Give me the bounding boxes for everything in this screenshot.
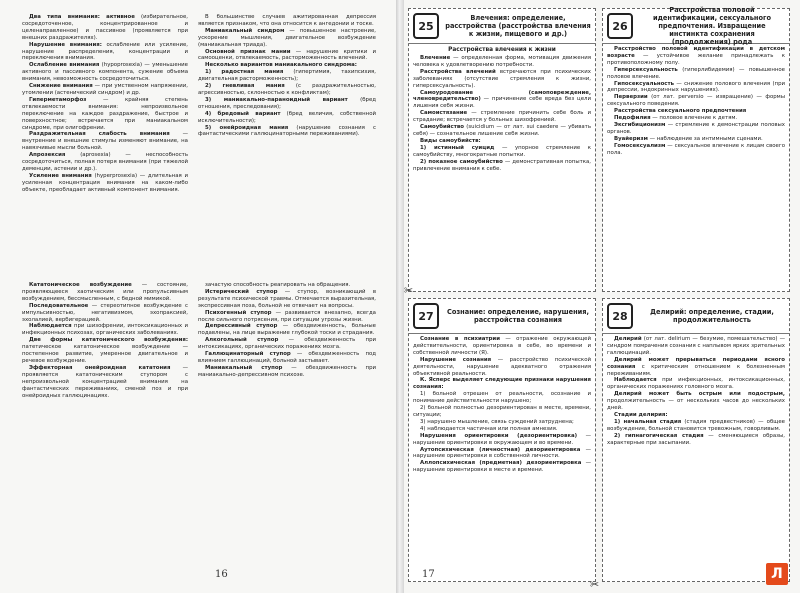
paragraph (22, 14, 188, 42)
paragraph (22, 152, 188, 173)
term: Расстройства сексуального предпочтения (614, 108, 747, 115)
paragraph (22, 365, 188, 400)
term: Депрессивный ступор (205, 323, 278, 330)
paragraph (198, 83, 376, 97)
card-paragraphs (607, 46, 785, 157)
definition: — ступор, возникающий в результате психической травмы. Отмечается выразительная, экспрессивная поза, больной не отвечает на вопросы. (198, 288, 376, 309)
paragraph (607, 357, 785, 378)
term: Гиперметаморфоз (29, 96, 87, 103)
definition: (гиперлибидемия) — повышенное половое влечение. (607, 66, 785, 80)
term: Кататоническое возбуждение (29, 282, 132, 288)
term: 1) начальная стадия (614, 418, 682, 425)
paragraph (413, 433, 591, 447)
definition: — крайняя степень отвлекаемости внимания: непроизвольное переключение на каждое раздражение, быстрое и поверхностное; встречается при маниакальном синдроме, при олигофрении. (22, 96, 188, 131)
paragraph (198, 14, 376, 28)
right-page (404, 0, 800, 593)
definition: — обездвиженность под влиянием галлюцинаций, больной застывает. (198, 351, 376, 364)
paragraph (413, 460, 591, 474)
definition: — наблюдение за интимными сценами. (647, 135, 763, 142)
term: Маниакальный синдром (205, 27, 285, 34)
definition: — стремление к демонстрации половых органов. (607, 121, 785, 135)
paragraph (607, 377, 785, 391)
definition: — нарушение ориентировки в окружающем и во времени. (413, 432, 591, 446)
definition: — состояние, проявляющееся хаотическим или пропульсивным возбуждением, бессмысленным, с бедной мимикой. (22, 282, 188, 302)
definition: зачастую способность реагировать на обращения. (205, 282, 351, 288)
term: Стадии делирия: (614, 411, 668, 418)
card-title: Делирий: определение, стадии, продолжительность (650, 308, 774, 324)
paragraph (22, 337, 188, 365)
card-paragraphs (607, 336, 785, 447)
card-body (603, 44, 789, 159)
term: Аллопсихическая (предметная) дезориентировка (420, 460, 582, 467)
definition: при инфекционных, интоксикационных, органических поражениях головного мозга. (607, 377, 785, 391)
left-column-2 (198, 0, 376, 593)
page-number-right: 17 (422, 569, 435, 580)
paragraph (607, 391, 785, 412)
definition: — нарушение ориентировки в собственной личности. (413, 446, 591, 460)
publisher-logo-icon: Л (766, 563, 788, 585)
definition: (suicidium — от лат. sui caedere — убивать себя) — сознательное лишение себя жизни. (413, 124, 591, 137)
term: Несколько вариантов маниакального синдрома: (205, 62, 357, 69)
definition: — внутренние и внешние стимулы изменяют внимание, на навязчивые мысли больной. (22, 131, 188, 152)
term: Делирий может прерываться периодами ясного сознания (607, 356, 785, 370)
card-27 (408, 298, 596, 582)
paragraph (198, 351, 376, 365)
paragraph (22, 131, 188, 152)
term: Ослабление внимания (29, 62, 100, 69)
left-column-1 (22, 0, 188, 593)
definition: встречаются при психических заболеваниях (отсутствие стремления к жизни, гиперсексуальность). (413, 68, 591, 89)
paragraph (22, 282, 188, 303)
definition: — устойчивое желание принадлежать к противоположному полу. (607, 52, 785, 66)
attention-section (22, 14, 188, 194)
term: Гомосексуализм (614, 142, 666, 149)
card-26 (602, 8, 790, 292)
paragraph (413, 90, 591, 111)
paragraph (607, 412, 785, 419)
card-number: 27 (413, 303, 439, 329)
definition: — проявляется кататоническим ступором с непроизвольной концентрацией внимания на фантастических переживаниях, сменой поз и при онейроидных галлюцинациях. (22, 364, 188, 399)
definition: — упорное стремление к самоубийству, многократные попытки. (413, 144, 591, 158)
definition: — нарушение критики и самооценки, отвлекаемость, расторможенность влечений. (198, 48, 376, 62)
paragraph (198, 365, 376, 379)
term: Самоубийство (420, 124, 464, 131)
stupor-section (198, 282, 376, 379)
definition: (hypoprosexia) — уменьшение активного и пассивного компонента, сужение объема внимания, невозможность сосредоточиться. (22, 62, 188, 83)
card-28 (602, 298, 790, 582)
paragraph (413, 110, 591, 124)
definition: (hyperprosexia) — длительная и усиленная концентрация внимания на каком-либо объекте, преобладает активный компонент внимания. (22, 172, 188, 193)
paragraph (607, 136, 785, 143)
definition: — отражение окружающей действительности, ориентировка в себе, во времени и собственной личности (Я). (413, 336, 591, 356)
definition: — нарушение ориентировки в месте и времени. (413, 460, 591, 474)
paragraph (607, 46, 785, 67)
card-title: Влечения: определение, расстройства (расстройства влечения к жизни, пищевого и др.) (445, 14, 591, 38)
paragraph (198, 323, 376, 337)
definition: — стереотипное возбуждение с импульсивностью, негативизмом, эхопраксией, эхолалией, вербигерацией. (22, 302, 188, 323)
term: 1) радостная мания (205, 69, 284, 76)
card-number: 28 (607, 303, 633, 329)
definition: — сексуальное влечение к лицам своего пола. (607, 142, 785, 156)
term: Истерический ступор (205, 288, 278, 295)
term: Алкогольный ступор (205, 337, 279, 344)
definition: 2) больной полностью дезориентирован в месте, времени, ситуации; (413, 405, 591, 418)
paragraph (22, 62, 188, 83)
term: 2) гневливая мания (205, 83, 285, 90)
term: Нарушения ориентировки (дезориентировка) (420, 432, 578, 439)
card-header (603, 299, 789, 334)
paragraph (198, 62, 376, 69)
definition: — причинение себе вреда без цели лишения себя жизни. (413, 96, 591, 110)
definition: — определенная форма, мотивация движения человека к удовлетворению потребности. (413, 55, 591, 68)
paragraph (607, 94, 785, 108)
term: Усиление внимания (29, 172, 92, 179)
paragraph (22, 42, 188, 63)
paragraph (413, 405, 591, 419)
card-header (409, 299, 595, 334)
definition: (гипертимия, тахипсихия, двигательная расторможенность); (198, 69, 376, 83)
term: 5) онейроидная мания (205, 124, 289, 131)
paragraph (198, 49, 376, 63)
card-body (409, 334, 595, 476)
term: 4) бредовый вариант (205, 110, 281, 117)
term: 3) маниакально-параноидный вариант (205, 96, 348, 103)
definition: 1) больной отрешен от реальности, осознание и понимание действительности нарушено; (413, 391, 591, 405)
card-header (603, 6, 789, 46)
definition: — обездвиженность, больные подавлены, на лице выражение глубокой тоски и страдания. (198, 323, 376, 337)
paragraph (413, 447, 591, 461)
card-title: Расстройства половой идентификации, сексуального предпочтения. Извращение инстинкта сохранения (продолжения) рода (652, 6, 771, 46)
card-title: Сознание: определение, нарушения, расстройства сознания (446, 308, 590, 324)
definition: при шизофрении, интоксикационных и инфекционных психозах, органических заболеваниях. (22, 323, 188, 337)
term: Апрозексия (29, 152, 66, 159)
paragraph (22, 83, 188, 97)
paragraph (198, 28, 376, 49)
term: Два типа внимания: активное (29, 14, 135, 20)
term: Самоистязание (420, 110, 468, 117)
paragraph (413, 419, 591, 426)
term: Гиперсексуальность (614, 66, 678, 73)
paragraph (607, 67, 785, 81)
paragraph (413, 138, 591, 145)
term: Раздражительная слабость внимания (29, 131, 170, 138)
term: Сознание в психиатрии (420, 336, 500, 342)
paragraph (198, 310, 376, 324)
card-header (409, 9, 595, 44)
term: К. Ясперс выделяет следующие признаки нарушения сознания: (413, 377, 591, 391)
page-number-left: 16 (215, 569, 228, 580)
definition: с критическим отношением к болезненным переживаниям. (607, 363, 785, 377)
definition: (стадия предвестников) — общее возбуждение, больной становится тревожным, говорливым. (607, 418, 785, 432)
definition: — обездвиженность при маниакально-депрессивном психозе. (198, 364, 376, 378)
definition: (с раздражительностью, агрессивностью, склонностью к конфликтам); (198, 83, 376, 96)
term: 1) истинный суицид (420, 144, 495, 151)
definition: (aprosexia) — неспособность сосредоточиться, полная потеря внимания (при тяжелой деменции, астении и др.). (22, 152, 188, 172)
paragraph (413, 377, 591, 391)
paragraph (22, 97, 188, 132)
scissors-icon: ✂ (590, 578, 600, 591)
term: Самоуродование (самоповреждение, членовредительство) (413, 89, 591, 103)
term: Галлюцинаторный ступор (205, 351, 291, 358)
term: Наблюдается (614, 377, 657, 384)
paragraph (607, 433, 785, 447)
paragraph (413, 159, 591, 173)
paragraph (607, 81, 785, 95)
term: Основной признак мании (205, 48, 291, 55)
definition: 3) нарушено мышление, связь суждений затруднена; (420, 418, 574, 425)
term: Аутопсихическая (личностная) дезориентировка (420, 446, 581, 453)
term: Расстройство половой идентификации в детском возрасте (607, 46, 785, 59)
definition: — стремление причинить себе боль и страдание; встречается у больных шизофренией. (413, 110, 591, 124)
term: Нарушение сознания (420, 356, 492, 363)
term: Две формы кататонического возбуждения: (29, 337, 188, 344)
paragraph (198, 97, 376, 111)
term: 2) показное самоубийство (420, 158, 503, 165)
card-number: 25 (413, 13, 439, 39)
term: Делирий (614, 336, 642, 342)
paragraph (198, 337, 376, 351)
definition: В большинстве случаев ажитированная депрессия является признаком, что она относится к ангедонии и тоске. (198, 14, 376, 27)
card-subheading: Расстройства влечения к жизни (448, 47, 556, 53)
card-paragraphs (413, 55, 591, 172)
mania-section (198, 14, 376, 138)
term: Влечение (420, 55, 451, 61)
card-25 (408, 8, 596, 292)
left-page (0, 0, 396, 593)
definition: (нарушение сознания с фантастическими галлюцинаторными переживаниями). (198, 124, 376, 138)
card-paragraphs (413, 336, 591, 474)
paragraph (22, 303, 188, 324)
term: Эффекторная онейроидная кататония (29, 364, 171, 371)
paragraph (607, 143, 785, 157)
definition: (от лат. delirium — безумие, помешательство) — синдром помрачения сознания с наплывом ярких зрительных галлюцинаций. (607, 336, 785, 356)
term: Вуайеризм (614, 135, 648, 142)
paragraph (607, 122, 785, 136)
definition: — развивается внезапно, всегда после сильного потрясения, при ситуации угрозы жизни. (198, 309, 376, 323)
definition: — демонстративная попытка, привлечение внимания к себе. (413, 158, 592, 172)
paragraph (413, 69, 591, 90)
term: Маниакальный ступор (205, 364, 283, 371)
definition: — расстройство психической деятельности, нарушение адекватного отражения объективной реальности. (413, 356, 591, 377)
term: Расстройства влечений (420, 68, 496, 75)
paragraph (198, 289, 376, 310)
term: Перверзии (614, 94, 648, 101)
term: Делирий может быть острым или подострым, (614, 391, 785, 398)
card-body (409, 44, 595, 174)
paragraph (413, 391, 591, 405)
card-body (603, 334, 789, 449)
definition: — половое влечение к детям. (650, 115, 738, 122)
term: Педофилия (614, 115, 651, 122)
term: 2) гипнагогическая стадия (614, 432, 704, 439)
paragraph (413, 426, 591, 433)
paragraph (607, 115, 785, 122)
book-gutter (396, 0, 404, 593)
paragraph (413, 124, 591, 138)
definition: (бред величия, собственной исключительности); (198, 110, 376, 124)
term: Психогенный ступор (205, 309, 272, 316)
paragraph (607, 419, 785, 433)
paragraph (413, 55, 591, 69)
definition: — повышенное настроение, ускорение мышления, двигательное возбуждение (маниакальная триада). (198, 27, 376, 48)
paragraph (413, 145, 591, 159)
definition: 4) наблюдается частичная или полная амнезия. (420, 425, 558, 432)
paragraph (413, 357, 591, 378)
term: Нарушение внимания: (29, 41, 102, 48)
catatonic-section (22, 282, 188, 399)
scissors-icon: ✂ (404, 284, 414, 297)
paragraph (198, 111, 376, 125)
card-number: 26 (607, 13, 633, 39)
paragraph (22, 173, 188, 194)
definition: — снижение полового влечения (при депрессии, эндокринных нарушениях). (607, 80, 785, 94)
definition: продолжительность — от нескольких часов до нескольких дней. (607, 398, 785, 412)
definition: — обездвиженность при интоксикациях, органических поражениях мозга. (198, 337, 376, 351)
definition: патетическое кататоническое возбуждение — постепенное развитие, умеренное двигательное и речевое возбуждение. (22, 344, 188, 364)
definition: (от лат. perversio — извращение) — формы сексуального поведения. (607, 94, 785, 108)
definition: — сменяющиеся образы, характерные при засыпании. (607, 432, 785, 446)
term: Гипосексуальность (614, 80, 675, 87)
paragraph (198, 282, 376, 289)
paragraph (198, 125, 376, 139)
definition: — при умственном напряжении, утомлении (астенический синдром) и др. (22, 83, 188, 96)
term: Снижение внимания (29, 83, 93, 90)
definition: (бред отношения, преследования); (198, 96, 376, 110)
term: Эксгибиционизм (614, 121, 666, 128)
term: Виды самоубийств: (420, 137, 481, 144)
term: Наблюдается (29, 323, 72, 330)
definition: (избирательное, сосредоточенное, концентрированное и целенаправленное) и пассивное (проявляется при внешних раздражителях). (22, 14, 188, 41)
paragraph (607, 336, 785, 357)
definition: ослабление или усиление, нарушение распределения, концентрации и переключения внимания. (22, 41, 188, 62)
paragraph (198, 69, 376, 83)
paragraph (22, 323, 188, 337)
paragraph (413, 336, 591, 357)
term: Последовательное (29, 302, 89, 309)
